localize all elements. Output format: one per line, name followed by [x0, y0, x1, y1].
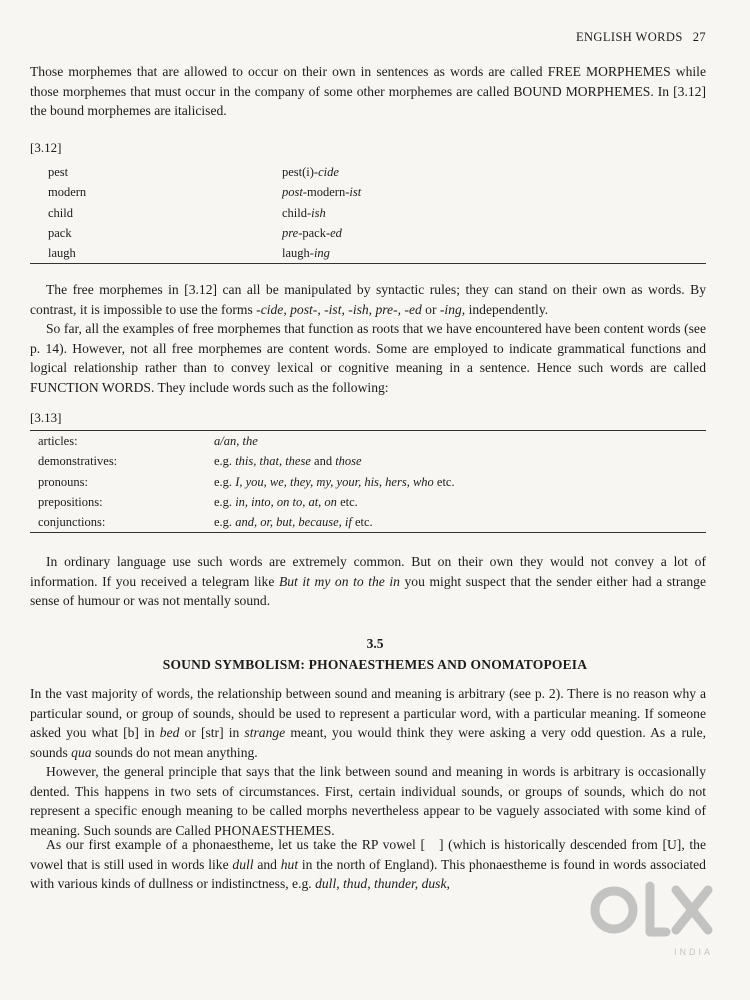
paragraph-rp-vowel: As our first example of a phonaestheme, let us take the RP vowel [ ] (which is historically descended from [U], the vowel that is still used in words like dull and hut in the north of England). This phonaestheme is found in words associated with various kinds of dullness or indistinctness, e.g. dull, thud, thunder, dusk, [30, 837, 706, 891]
table-row: prepositions: e.g. in, into, on to, at, on etc. [38, 494, 358, 509]
table-row: demonstratives: e.g. this, that, these and those [38, 454, 362, 469]
paragraph-syntactic-rules: The free morphemes in [3.12] can all be manipulated by syntactic rules; they can stand on their own as words. By contrast, it is impossible to use the forms -cide, post-, -ist, -ish, pre-, -ed or -ing, independently. [30, 282, 706, 317]
olx-logo-icon [588, 870, 723, 960]
paragraph-phonaesthemes: However, the general principle that says that the link between sound and meaning in words is arbitrary is occasionally dented. This happens in two sets of circumstances. First, certain individual sounds, or groups of sounds, which do not represent a specific enough meaning to be called morphs nevertheless appear to be vaguely associated with some kind of meaning. Such sounds are Called PHONAESTHEMES. [30, 764, 706, 838]
example-label-3-12: [3.12] [30, 140, 62, 155]
table-row: child child-ish [48, 205, 326, 220]
paragraph-free-morphemes: Those morphemes that are allowed to occur on their own in sentences as words are called FREE MORPHEMES while those morphemes that must occur in the company of some other morphemes are called BOUND MORPHEMES. In [3.12] the bound morphemes are italicised. [30, 64, 706, 118]
running-header-title: ENGLISH WORDS [575, 30, 683, 44]
function-words-table [30, 430, 706, 533]
table-bottom-rule [30, 263, 706, 264]
table-row: conjunctions: e.g. and, or, but, because, if etc. [38, 515, 373, 530]
table-row: articles: a/an, the [38, 434, 258, 448]
paragraph-telegram: In ordinary language use such words are extremely common. But on their own they would not convey a lot of information. If you received a telegram like But it my on to the in you might suspect that the sender either had a strange sense of humour or was not mentally sound. [30, 554, 707, 608]
table-bottom-rule [30, 532, 706, 533]
table-row: pronouns: e.g. I, you, we, they, my, your, his, hers, who etc. [38, 474, 455, 489]
table-row: pack pre-pack-ed [48, 225, 342, 240]
section-number: 3.5 [366, 636, 384, 651]
paragraph-arbitrary: In the vast majority of words, the relationship between sound and meaning is arbitrary (see p. 2). There is no reason why a particular sound, or group of sounds, should be used to represent a particular word, with a particular meaning. If someone asked you what [b] in bed or [str] in strange meant, you would think they were asking a very odd question. As a rule, sounds qua sounds do not mean anything. [30, 686, 707, 760]
running-header [576, 30, 706, 45]
watermark-region-text: INDIA [674, 947, 714, 957]
example-label-3-13: [3.13] [30, 410, 62, 425]
paragraph-function-words: So far, all the examples of free morphemes that function as roots that we have encountered have been content words (see p. 14). However, not all free morphemes are content words. Some are employed to indicate grammatical functions and logical relationship rather than to convey lexical or cognitive meaning in a sentence. Hence such words are called FUNCTION WORDS. They include words such as the following: [30, 321, 706, 395]
section-title: SOUND SYMBOLISM: PHONAESTHEMES AND ONOMATOPOEIA [162, 657, 588, 672]
olx-watermark [588, 870, 723, 960]
table-row: laugh laugh-ing [48, 246, 330, 261]
table-row: pest pest(i)-cide [48, 165, 339, 179]
page-number: 27 [692, 30, 706, 44]
table-row: modern post-modern-ist [48, 185, 362, 200]
morpheme-table [30, 162, 706, 264]
